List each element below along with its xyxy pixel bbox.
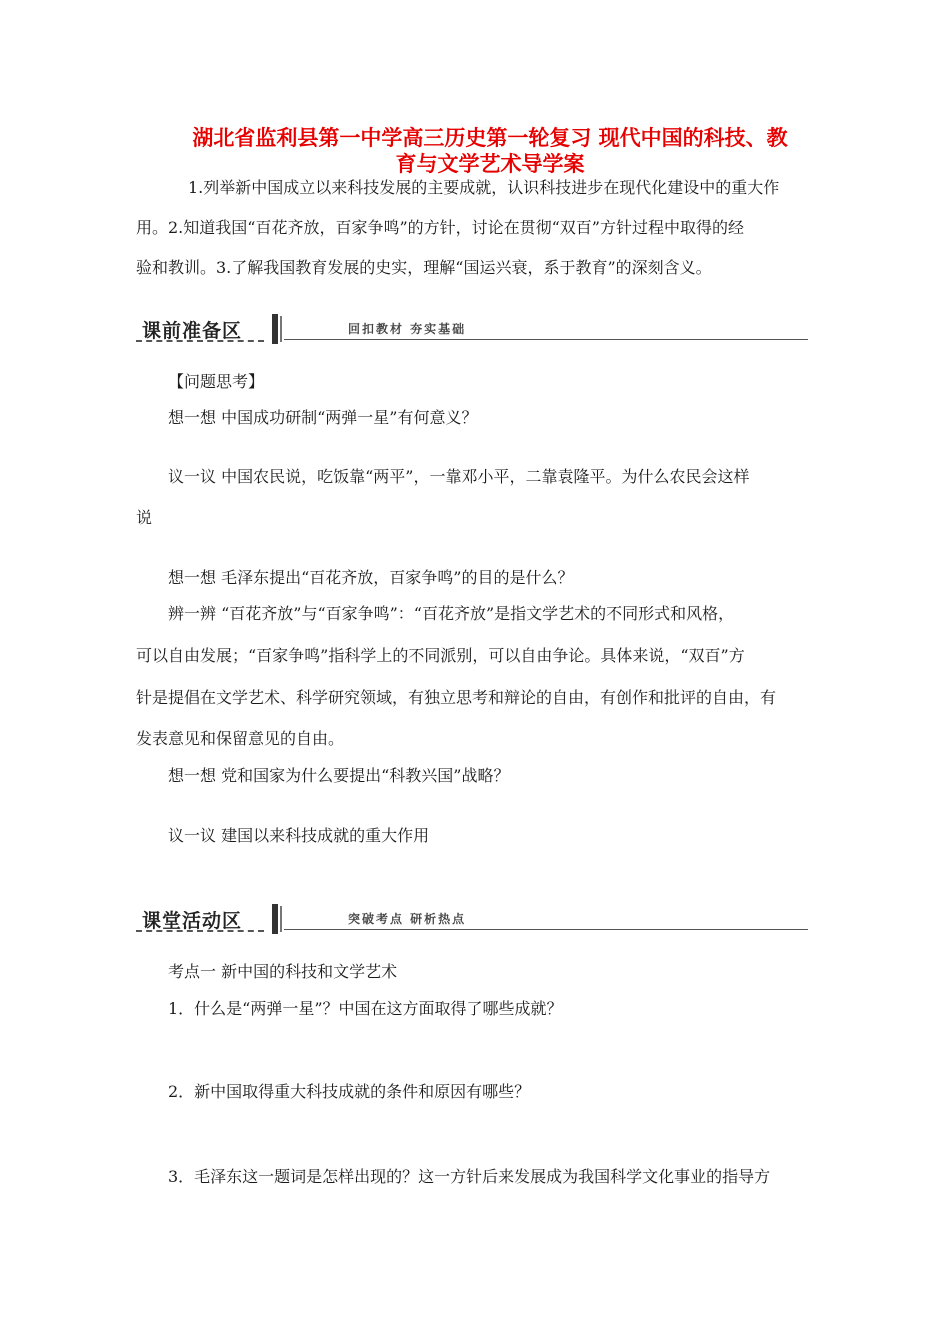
question-line: 议一议 中国农民说，吃饭靠“两平”，一靠邓小平，二靠袁隆平。为什么农民会这样 xyxy=(168,467,750,486)
question-line: 发表意见和保留意见的自由。 xyxy=(136,729,345,748)
banner-rule xyxy=(284,339,808,340)
objective-line: 用。2.知道我国“百花齐放，百家争鸣”的方针，讨论在贯彻“双百”方针过程中取得的经 xyxy=(136,218,744,237)
banner-divider-bar-thin xyxy=(280,906,282,932)
topic-heading: 考点一 新中国的科技和文学艺术 xyxy=(168,962,398,981)
question-line: 想一想 党和国家为什么要提出“科教兴国”战略？ xyxy=(168,766,510,785)
section-subtitle: 突破考点 研析热点 xyxy=(348,912,467,926)
section-subtitle: 回扣教材 夯实基础 xyxy=(348,322,467,336)
exercise-line: 3．毛泽东这一题词是怎样出现的？这一方针后来发展成为我国科学文化事业的指导方 xyxy=(168,1167,771,1186)
question-line: 可以自由发展；“百家争鸣”指科学上的不同派别，可以自由争论。具体来说，“双百”方 xyxy=(136,646,745,665)
exercise-line: 1．什么是“两弹一星”？中国在这方面取得了哪些成就？ xyxy=(168,999,563,1018)
question-line: 针是提倡在文学艺术、科学研究领域，有独立思考和辩论的自由，有创作和批评的自由，有 xyxy=(136,688,777,707)
banner-rule xyxy=(284,929,808,930)
document-title-line-2: 育与文学艺术导学案 xyxy=(395,152,585,176)
question-line: 说 xyxy=(136,508,153,527)
banner-dash-underline xyxy=(136,340,264,342)
document-title-line-1: 湖北省监利县第一中学高三历史第一轮复习 现代中国的科技、教 xyxy=(192,126,788,150)
banner-divider-bar xyxy=(272,314,278,344)
banner-dash-underline xyxy=(136,930,264,932)
question-line: 辨一辨 “百花齐放”与“百家争鸣”：“百花齐放”是指文学艺术的不同形式和风格， xyxy=(168,604,735,623)
section-title: 课前准备区 xyxy=(142,320,243,342)
section-banner-class xyxy=(136,902,808,938)
section-title: 课堂活动区 xyxy=(142,910,243,932)
question-line: 想一想 中国成功研制“两弹一星”有何意义？ xyxy=(168,408,478,427)
banner-divider-bar xyxy=(272,904,278,934)
exercise-line: 2．新中国取得重大科技成就的条件和原因有哪些？ xyxy=(168,1082,531,1101)
objective-line: 1.列举新中国成立以来科技发展的主要成就，认识科技进步在现代化建设中的重大作 xyxy=(188,178,780,197)
objective-line: 验和教训。3.了解我国教育发展的史实，理解“国运兴衰，系于教育”的深刻含义。 xyxy=(136,258,712,277)
question-heading: 【问题思考】 xyxy=(168,372,265,391)
section-banner-prep xyxy=(136,312,808,348)
banner-divider-bar-thin xyxy=(280,316,282,342)
question-line: 议一议 建国以来科技成就的重大作用 xyxy=(168,826,430,845)
question-line: 想一想 毛泽东提出“百花齐放，百家争鸣”的目的是什么？ xyxy=(168,568,574,587)
